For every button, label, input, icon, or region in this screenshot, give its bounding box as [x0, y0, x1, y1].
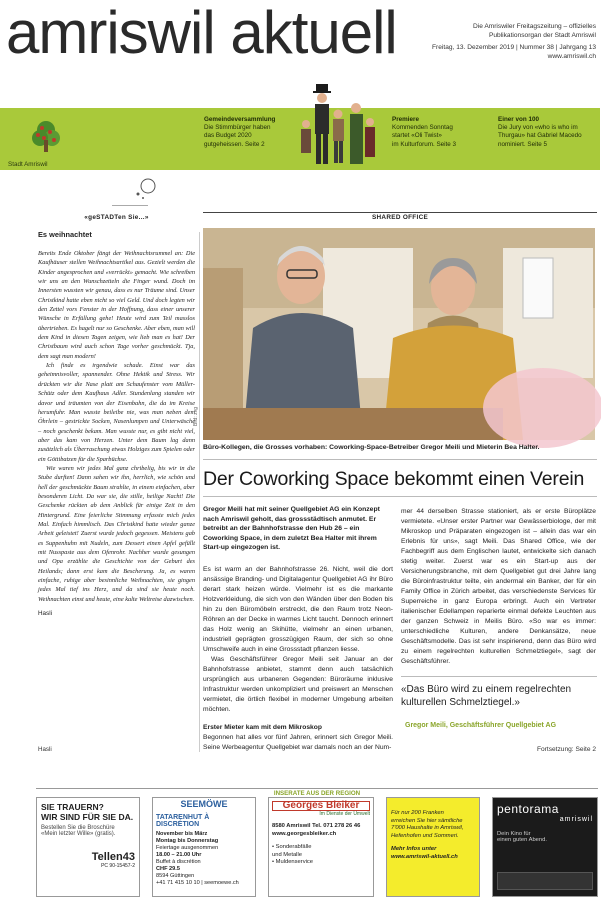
article-body-col2 [401, 507, 596, 667]
teaser-bar [0, 108, 600, 170]
ad-web: www.georgesbleiker.ch [272, 830, 337, 837]
ad-text: erreichen Sie hier sämtliche [391, 817, 463, 824]
ad-text: Bestellen Sie die Broschüre [41, 825, 115, 831]
teaser-text: Die Jury von «who is who im [498, 124, 578, 132]
caption-divider [203, 459, 597, 460]
teaser-text: das Budget 2020 [204, 132, 252, 140]
teaser-text: Die Stimmbürger haben [204, 124, 271, 132]
article-headline: Der Coworking Space bekommt einen Verein [203, 468, 585, 490]
column-name: «geSTADTen Sie...» [80, 214, 152, 221]
paragraph: Es ist warm an der Bahnhofstrasse 26. Nicht, weil die dort ansässige Branding- und Digitalagentur Quellgebiet AG ihr Büro derart stark heizen würde. Vielmehr ist es die markante Holzverkleidung, die sich von den Wänden über den Boden bis hin zu den Büromöbeln erstreckt, die den Raum trotz Neon-Röhren an der Decke in warmes Licht taucht. Dennoch erinnert das Holz wenig an Skihütte, vielmehr an einen urbanen, industriell geprägten grosszügigen Raum, der sich so ohne Umschweife auch in eine Grossstadt pflanzen liesse. [203, 566, 393, 653]
article-lead: Gregor Meili hat mit seiner Quellgebiet AG ein Konzept nach Amriswil geholt, das grossstädtisch anmutet. Er betreibt an der Bahnhofstrasse den Hub 26 – ein Coworking Space, in dem zuletzt Bea Halter mit ihrem Start-up eingezogen ist. [203, 506, 380, 551]
section-header [203, 206, 597, 224]
speech-bubble-icon [108, 176, 168, 210]
teaser-text: Kommenden Sonntag [392, 124, 453, 132]
pub-info-line: Die Amriswiler Freitagszeitung – offizielles [472, 23, 596, 30]
ad-title: WIR SIND FÜR SIE DA. [41, 812, 134, 822]
column-author: Hasli [38, 610, 52, 618]
ad-text: Hefenhofen und Sommeri. [391, 832, 459, 839]
column-heading: Es weihnachtet [38, 230, 92, 239]
teaser-page: Seite 2 [244, 140, 265, 148]
tree-crest-icon [8, 118, 68, 154]
ad-text: Buffet à discrétion [156, 859, 201, 865]
teaser-3[interactable] [498, 116, 598, 149]
ad-screen [497, 872, 593, 890]
teaser-text: Thurgau» hat Gabriel Macedo [498, 132, 582, 140]
ad-text: 8594 Güttingen [156, 873, 195, 879]
teaser-text: nominiert. [498, 140, 526, 148]
paragraph: Bereits Ende Oktober fängt der Weihnachtsrummel an: Die Kaufhäuser stellen Weihnachtsartikel aus. Gezielt werden die Kinder angesprochen und «verrückt» gemacht. Wie schreiben wir uns an den Wunschzetteln die Finger wund. Doch im Innersten wussten wir genau, dass es nur Träume sind. Unser Christkind hatte eben nicht so viel Geld. Und doch legten wir den Zettel vors Fenster in der Hoffnung, dass einer unserer Wünsche in Erfüllung gehe! Heute wird zum Teil masslos übertrieben. Es hagelt nur so Geschenke. Aber eben, man will dem Kind in diesen Tagen zeigen, wie lieb man es hat! Der Christbaum wird auch schon Tage vorher geschmückt. Tja, dem sagt man modern! [38, 250, 195, 360]
pub-info-line: Publikationsorgan der Stadt Amriswil [488, 32, 596, 39]
ad-inserat[interactable] [386, 797, 480, 897]
author-tag-text: Hasli [38, 746, 52, 753]
teaser-title: Premiere [392, 116, 419, 123]
ad-text: Für nur 200 Franken [391, 810, 444, 816]
paragraph: Was Geschäftsführer Gregor Meili seit Januar an der Bahnhofstrasse anbietet, stammt denn auch tatsächlich ursprünglich aus urbaneren Gegenden: Büroräume inklusive Infrastruktur werden unkompliziert und preiswert an Menschen vermietet, die örtlich flexibel in moderner Umgebung arbeiten möchten. [203, 656, 393, 713]
ad-brand: SEEMÖWE [180, 799, 228, 809]
paragraph: Wie waren wir jedes Mal ganz chribelig, bis wir in die Stube durften! Dann sahen wir ihn, herrlich, wie schön und hell der geschmückte Baum strahlte, in einem einfachen, aber besonderen Licht. Da war sie, die stille, heilige Nacht! Die Geschenke rückten ab dem Anblick für einige Zeit in den Hintergrund. Eine feierliche Stimmung erfasste mich jedes Mal. Einfach himmlisch. Das Christkind hatte wieder ganze Arbeit geleistet! Zuerst wurde jedoch gegessen. Meistens gab es Suppenhuhn mit Nudeln, zum Dessert einen Apfel gefüllt mit Nusspaste aus dem Ofenrohr. Nachher wurde gesungen und Opa erzählte die Geschichte von der Geburt des Heilands; dann erst kam die Bescherung. Ja, es waren einfache, ruhige aber besinnliche Weihnachten, sie gingen jedes Mal tief ins Herz, und da sind sie heute noch. Weihnachten einst und heute, eine kalte Weltreise dazwischen. [38, 464, 195, 603]
teaser-text: gutgeheissen. [204, 140, 244, 148]
ad-text [272, 823, 370, 831]
column-text [38, 249, 195, 604]
ad-account: PC 90-15457-2 [101, 863, 135, 869]
subheading: Erster Mieter kam mit dem Mikroskop [203, 724, 322, 731]
theatre-cast-photo [300, 78, 380, 172]
ad-brand-sub: amriswil [559, 816, 593, 823]
ad-text: Mehr Infos unter [391, 846, 437, 853]
office-photo [203, 228, 595, 440]
ad-text: • Muldenservice [272, 859, 314, 865]
ad-pentorama[interactable] [492, 797, 598, 897]
column-rule [199, 232, 200, 752]
ad-brand: Tellen43 [91, 851, 135, 863]
ad-web: www.amriswil-aktuell.ch [391, 853, 458, 860]
column-header [38, 206, 195, 224]
photo-credit: Bild: zvg [193, 407, 199, 426]
ad-title: TATARENHUT À DISCRÉTION [156, 814, 210, 828]
article-photo [193, 228, 595, 440]
article-body-col1 [203, 565, 393, 753]
ad-text: 18.00 – 21.00 Uhr [156, 852, 202, 858]
teaser-1[interactable] [204, 116, 294, 149]
ad-brand: pentorama [497, 802, 559, 816]
ad-text: und Metalle [272, 851, 302, 858]
continued-note[interactable]: Fortsetzung: Seite 2 [536, 746, 596, 753]
ad-text: Montag bis Donnerstag [156, 838, 219, 844]
teaser-page: Seite 5 [527, 140, 548, 148]
paragraph: mer 44 derselben Strasse stationiert, als er erste Büroplätze vermietete. «Unser erster Partner war Gewässerbiologe, der mit Mikroskop und Präparaten eingezogen ist – allein das war ein Erlebnis für uns», sagt Meili. Das Shared Office, wie der Fachbegriff aus dem Englischen lautet, entwickelte sich danach stetig weiter. Zuerst war es ein Start-up aus der Versicherungsbranche, mit dem Quellgebiet gut drei Jahre lang die Büroinfrastruktur teilte, ein andermal ein Banker, der für ein Family Office in Zürich arbeitet, das verschiedenste Services für Superreiche in ganz Europa erbringt. Auch ein Vertreter italienischer Edellampen reparierte einmal defekte Leuchten aus der ganzen Schweiz in Meilis Büro. «So war es immer: unterschiedliche Kulturen, andere Denkansätze, neue Geschäftsmodelle. Das ist sehr inspirierend, denn das Büro wird zu einem regelrechten kulturellen Schmelztiegel», sagt der Geschäftsführer. [401, 508, 596, 665]
photo-caption: Büro-Kollegen, die Grosses vorhaben: Coworking-Space-Betreiber Gregor Meili und Mieterin Bea Halter. [203, 444, 540, 451]
section-name: SHARED OFFICE [368, 214, 432, 221]
teaser-page: Seite 3 [436, 140, 457, 148]
crest-label: Stadt Amriswil [8, 161, 48, 168]
publication-info [432, 22, 596, 61]
ad-text: Dein Kino für [497, 831, 531, 837]
ad-address: 8580 Amriswil [272, 823, 311, 829]
teaser-text: im Kulturforum. [392, 140, 435, 148]
ad-text: November bis März [156, 831, 208, 837]
quote-source: Gregor Meili, Geschäftsführer Quellgebiet AG [405, 722, 557, 729]
pub-info-line: Freitag, 13. Dezember 2019 | Nummer 38 | Jahrgang 13 [432, 44, 596, 51]
pull-quote: «Das Büro wird zu einem regelrechten kulturellen Schmelztiegel.» [401, 684, 572, 708]
ad-seemoewe[interactable] [152, 797, 256, 897]
ad-text: 7'000 Haushalte in Amriswil, [391, 825, 464, 832]
teaser-title: Gemeindeversammlung [204, 116, 276, 123]
ad-bleiker[interactable] [268, 797, 374, 897]
ad-trauer[interactable] [36, 797, 140, 897]
city-crest [8, 118, 68, 168]
ad-contact: +41 71 415 10 10 | seemoewe.ch [156, 880, 239, 886]
headline-divider [203, 496, 597, 497]
ad-text: «Mein letzter Wille» (gratis). [41, 831, 116, 837]
teaser-title: Einer von 100 [498, 116, 539, 123]
ad-tagline: Im Dienste der Umwelt [319, 810, 370, 817]
ad-phone: Tel. 071 278 26 46 [312, 823, 361, 829]
paragraph: Begonnen hat alles vor fünf Jahren, erinnert sich Gregor Meili. Seine Werbeagentur Quellgebiet war damals noch an der Num- [203, 734, 393, 751]
ad-title: SIE TRAUERN? [41, 802, 104, 812]
quote-divider [401, 676, 597, 677]
ad-brand: Georges Bleiker [272, 801, 370, 811]
website-link[interactable]: www.amriswil.ch [547, 53, 596, 60]
ads-label: INSERATE AUS DER REGION [269, 790, 365, 797]
ad-text: einen guten Abend. [497, 837, 547, 843]
column-article [38, 226, 195, 617]
ad-price: CHF 29.5 [156, 866, 180, 872]
ad-text: Feiertage ausgenommen [156, 845, 219, 851]
teaser-2[interactable] [392, 116, 497, 149]
author-tag [38, 746, 52, 753]
teaser-text: startet «Oli Twist» [392, 132, 442, 140]
newspaper-title: amriswil aktuell [6, 0, 397, 66]
ad-text: • Sonderabfälle [272, 844, 312, 850]
paragraph: Ich finde es irgendwie schade. Einst war das geheimnisvoller, spannender. Ohne Hektik und Stress. Wir drückten wir die Nase platt am Schaufenster vom Müller-Schütz oder dem Kaufhaus Adler. Stundenlang standen wir davor und träumten von der Eisenbahn, die da im Kreise herumfuhr. Man wusste beileibe nie, was man neben dem Öhrlein – gestrickte Socken, Nasenlumpen und Unterwäsche – noch geschenkt bekam. Man wusste nur, es gibt nicht viel, aber das kam von Herzen. Unter dem Baum lag dann zusätzlich als Überraschung etwas Holziges zum Spielen oder ein Göttibatzen für die Sparbüchse. [38, 362, 195, 463]
